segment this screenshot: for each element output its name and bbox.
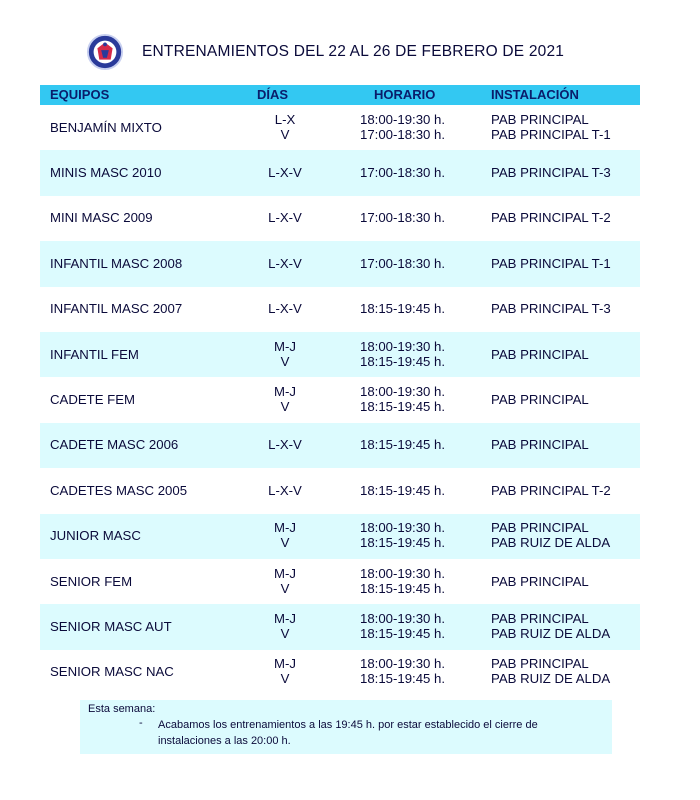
training-time: 18:00-19:30 h. — [360, 656, 446, 672]
training-time: 18:00-19:30 h. — [360, 338, 446, 354]
training-time: 17:00-18:30 h. — [360, 165, 446, 181]
table-row — [40, 150, 640, 195]
team-name: BENJAMÍN MIXTO — [50, 119, 162, 135]
training-days: M-J — [274, 565, 296, 581]
team-name: CADETES MASC 2005 — [50, 482, 188, 498]
training-days: V — [280, 671, 290, 687]
column-header-days: DÍAS — [257, 87, 289, 102]
weekly-note — [80, 700, 612, 754]
training-time: 18:00-19:30 h. — [360, 384, 446, 400]
training-days: L-X-V — [268, 210, 302, 226]
training-time: 18:15-19:45 h. — [360, 399, 446, 415]
training-time: 18:15-19:45 h. — [360, 482, 446, 498]
training-days: V — [280, 353, 290, 369]
table-row — [40, 604, 640, 649]
training-days: M-J — [274, 338, 296, 354]
training-days: L-X-V — [268, 301, 302, 317]
team-name: INFANTIL MASC 2008 — [50, 255, 183, 271]
team-name: INFANTIL MASC 2007 — [50, 301, 183, 317]
training-days: V — [280, 625, 290, 641]
club-crest-icon — [86, 33, 124, 71]
training-venue: PAB RUIZ DE ALDA — [491, 671, 611, 687]
training-days: V — [280, 126, 290, 142]
note-bullet: - — [139, 717, 143, 729]
team-name: MINIS MASC 2010 — [50, 165, 162, 181]
team-name: JUNIOR MASC — [50, 528, 141, 544]
training-time: 17:00-18:30 h. — [360, 255, 446, 271]
schedule-table — [40, 85, 640, 695]
table-row — [40, 241, 640, 286]
table-row — [40, 423, 640, 468]
team-name: MINI MASC 2009 — [50, 210, 153, 226]
training-venue: PAB PRINCIPAL T-2 — [491, 210, 611, 226]
table-body — [40, 105, 640, 695]
page-header — [86, 33, 564, 71]
training-venue: PAB PRINCIPAL T-2 — [491, 482, 611, 498]
page-title: ENTRENAMIENTOS DEL 22 AL 26 DE FEBRERO DE 2021 — [142, 43, 565, 60]
training-venue: PAB RUIZ DE ALDA — [491, 535, 611, 551]
training-days: V — [280, 399, 290, 415]
training-venue: PAB PRINCIPAL — [491, 573, 589, 589]
training-venue: PAB PRINCIPAL — [491, 392, 589, 408]
training-venue: PAB PRINCIPAL T-3 — [491, 301, 611, 317]
table-row — [40, 196, 640, 241]
training-time: 18:15-19:45 h. — [360, 535, 446, 551]
training-time: 17:00-18:30 h. — [360, 126, 446, 142]
team-name: INFANTIL FEM — [50, 346, 139, 362]
note-heading: Esta semana: — [88, 703, 156, 715]
training-time: 18:15-19:45 h. — [360, 671, 446, 687]
training-venue: PAB RUIZ DE ALDA — [491, 625, 611, 641]
team-name: SENIOR MASC NAC — [50, 664, 174, 680]
column-header-teams: EQUIPOS — [50, 87, 110, 102]
training-time: 18:00-19:30 h. — [360, 565, 446, 581]
training-time: 18:15-19:45 h. — [360, 353, 446, 369]
training-days: L-X — [274, 111, 296, 127]
training-time: 18:00-19:30 h. — [360, 610, 446, 626]
training-time: 18:00-19:30 h. — [360, 520, 446, 536]
table-row — [40, 514, 640, 559]
training-days: M-J — [274, 384, 296, 400]
column-header-venue: INSTALACIÓN — [491, 87, 579, 102]
training-venue: PAB PRINCIPAL — [491, 520, 589, 536]
table-header — [40, 85, 640, 105]
table-row — [40, 287, 640, 332]
training-time: 17:00-18:30 h. — [360, 210, 446, 226]
team-name: CADETE MASC 2006 — [50, 437, 179, 453]
training-time: 18:15-19:45 h. — [360, 437, 446, 453]
team-name: SENIOR MASC AUT — [50, 618, 172, 634]
table-row — [40, 650, 640, 695]
table-row — [40, 377, 640, 422]
table-row — [40, 332, 640, 377]
training-time: 18:15-19:45 h. — [360, 301, 446, 317]
training-time: 18:15-19:45 h. — [360, 580, 446, 596]
table-row — [40, 559, 640, 604]
training-days: M-J — [274, 610, 296, 626]
training-venue: PAB PRINCIPAL — [491, 437, 589, 453]
note-text: Acabamos los entrenamientos a las 19:45 h. por estar establecido el cierre de instalaciones a las 20:00 h. — [158, 719, 538, 747]
team-name: CADETE FEM — [50, 392, 135, 408]
training-days: V — [280, 535, 290, 551]
training-time: 18:00-19:30 h. — [360, 111, 446, 127]
training-days: V — [280, 580, 290, 596]
training-venue: PAB PRINCIPAL — [491, 346, 589, 362]
team-name: SENIOR FEM — [50, 573, 133, 589]
training-days: L-X-V — [268, 437, 302, 453]
column-header-schedule: HORARIO — [374, 87, 436, 102]
training-days: L-X-V — [268, 255, 302, 271]
training-days: L-X-V — [268, 165, 302, 181]
table-row — [40, 105, 640, 150]
training-days: M-J — [274, 656, 296, 672]
training-venue: PAB PRINCIPAL — [491, 111, 589, 127]
training-days: M-J — [274, 520, 296, 536]
training-days: L-X-V — [268, 482, 302, 498]
table-row — [40, 468, 640, 513]
training-venue: PAB PRINCIPAL — [491, 610, 589, 626]
training-venue: PAB PRINCIPAL T-1 — [491, 255, 611, 271]
training-venue: PAB PRINCIPAL — [491, 656, 589, 672]
training-time: 18:15-19:45 h. — [360, 625, 446, 641]
training-venue: PAB PRINCIPAL T-1 — [491, 126, 611, 142]
training-venue: PAB PRINCIPAL T-3 — [491, 165, 611, 181]
